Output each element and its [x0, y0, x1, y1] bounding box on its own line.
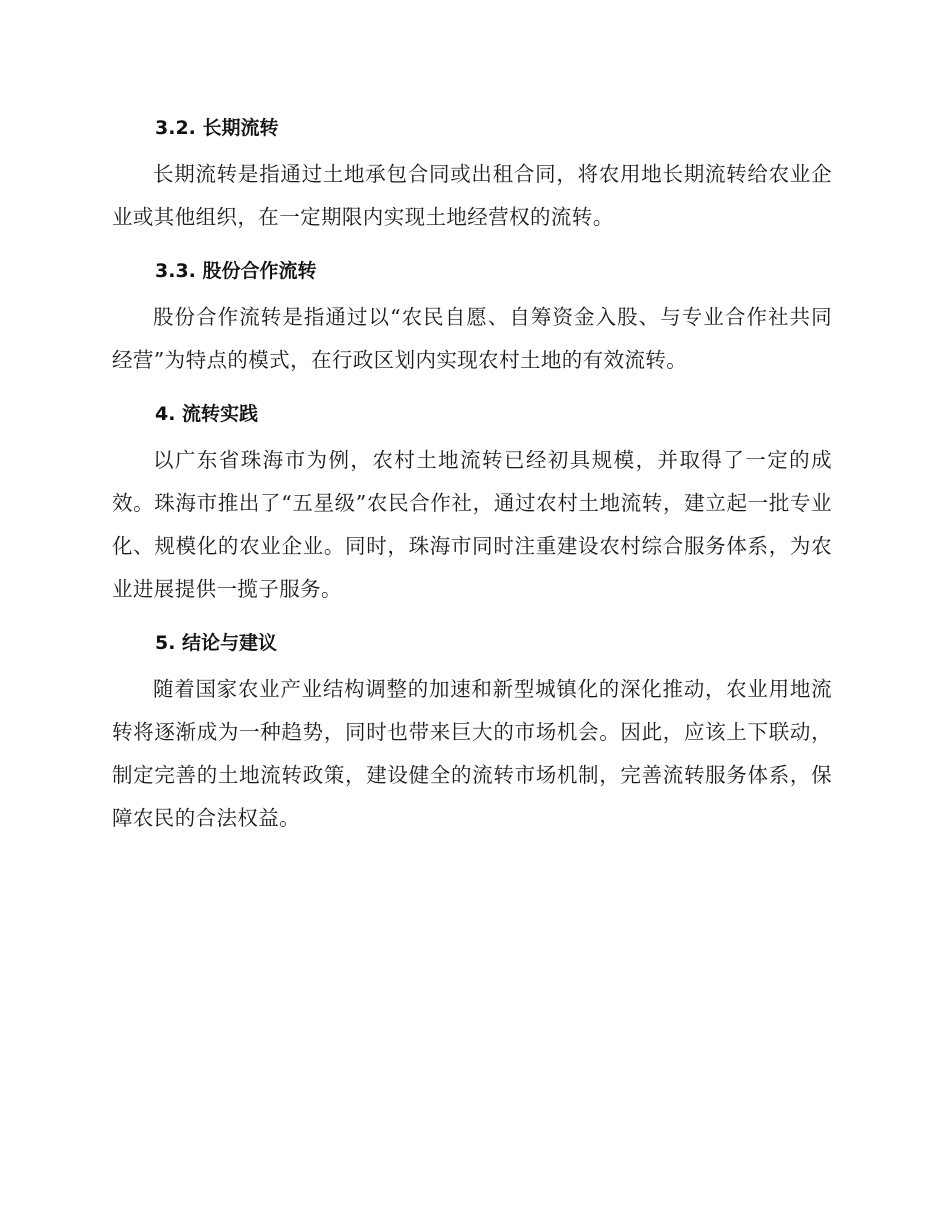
section-paragraph-4: 以广东省珠海市为例，农村土地流转已经初具规模，并取得了一定的成效。珠海市推出了“五星级”农民合作社，通过农村土地流转，建立起一批专业化、规模化的农业企业。同时，珠海市同时注重建设农村综合服务体系，为农业进展提供一揽子服务。 [112, 448, 832, 601]
section-paragraph-3-3: 股份合作流转是指通过以“农民自愿、自筹资金入股、与专业合作社共同经营”为特点的模式，在行政区划内实现农村土地的有效流转。 [112, 305, 832, 372]
section-paragraph-5: 随着国家农业产业结构调整的加速和新型城镇化的深化推动，农业用地流转将逐渐成为一种趋势，同时也带来巨大的市场机会。因此，应该上下联动，制定完善的土地流转政策，建设健全的流转市场机制，完善流转服务体系，保障农民的合法权益。 [112, 677, 832, 830]
section-heading-5: 5. 结论与建议 [155, 632, 278, 654]
section-heading-3-3: 3.3. 股份合作流转 [155, 260, 317, 282]
section-heading-4: 4. 流转实践 [155, 403, 259, 425]
document-body [112, 108, 832, 852]
section-heading-3-2: 3.2. 长期流转 [155, 117, 279, 139]
section-paragraph-3-2: 长期流转是指通过土地承包合同或出租合同，将农用地长期流转给农业企业或其他组织，在一定期限内实现土地经营权的流转。 [112, 162, 832, 229]
